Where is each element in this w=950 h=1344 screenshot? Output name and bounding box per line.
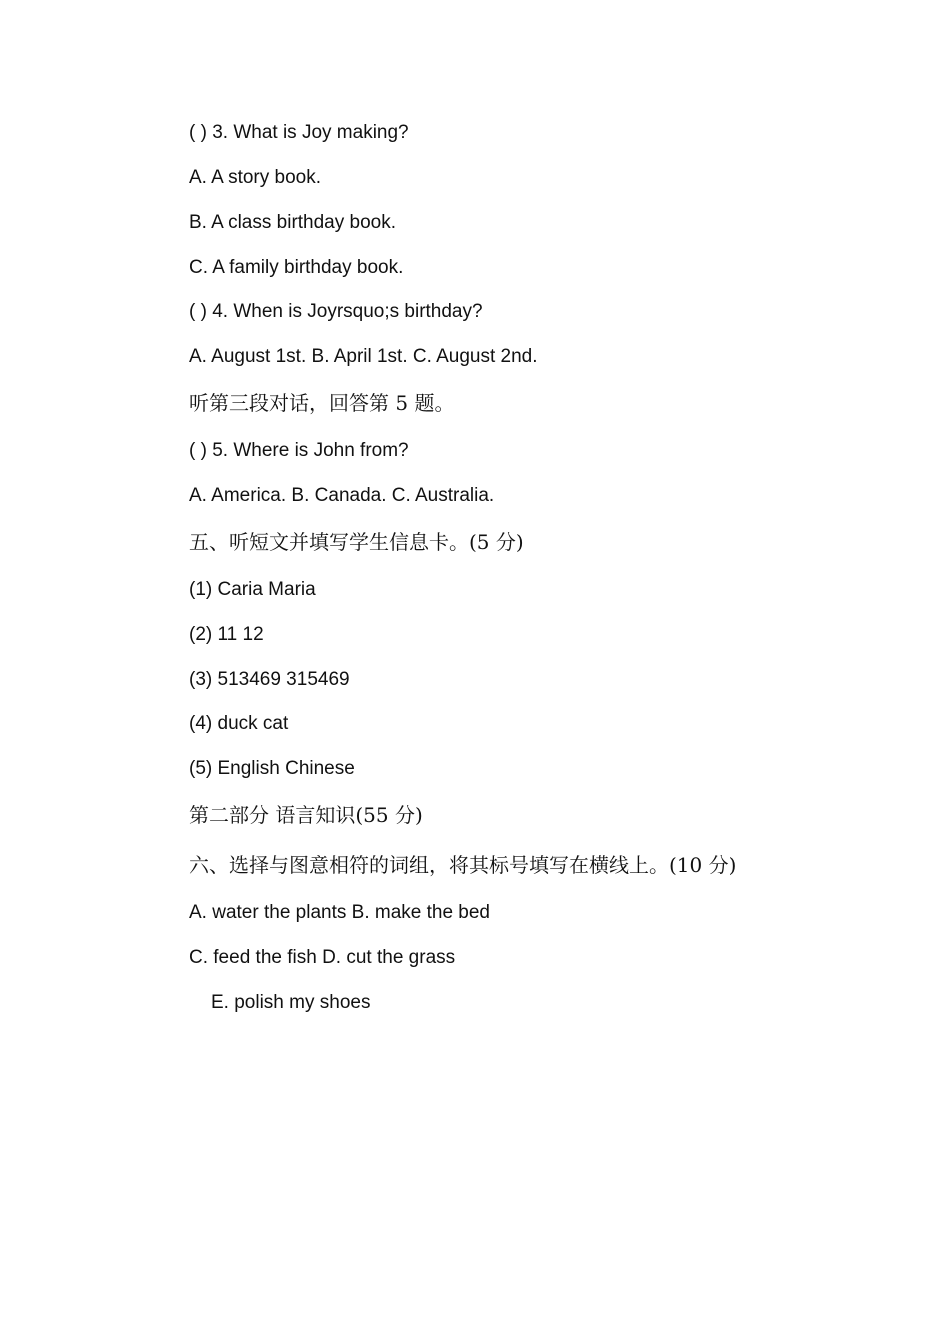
question-5: ( ) 5. Where is John from? (189, 440, 409, 461)
question-3-option-a: A. A story book. (189, 167, 322, 188)
part-2-heading: 第二部分 语言知识(55 分) (189, 803, 423, 827)
question-4-options: A. August 1st. B. April 1st. C. August 2nd. (189, 346, 538, 367)
section-5-heading: 五、听短文并填写学生信息卡。(5 分) (189, 530, 524, 554)
question-3-option-b: B. A class birthday book. (189, 212, 397, 233)
dialogue-3-instruction: 听第三段对话，回答第 5 题。 (189, 391, 455, 415)
info-card-item-2: (2) 11 12 (189, 624, 264, 645)
question-4: ( ) 4. When is Joyrsquo;s birthday? (189, 301, 483, 322)
section-6-heading: 六、选择与图意相符的词组，将其标号填写在横线上。(10 分) (189, 853, 737, 877)
phrase-options-c-d: C. feed the fish D. cut the grass (189, 947, 456, 968)
question-5-options: A. America. B. Canada. C. Australia. (189, 485, 495, 506)
question-3-option-c: C. A family birthday book. (189, 257, 404, 278)
info-card-item-1: (1) Caria Maria (189, 579, 316, 600)
info-card-item-3: (3) 513469 315469 (189, 669, 350, 690)
phrase-option-e: E. polish my shoes (211, 992, 371, 1013)
question-3: ( ) 3. What is Joy making? (189, 122, 409, 143)
info-card-item-4: (4) duck cat (189, 713, 289, 734)
phrase-options-a-b: A. water the plants B. make the bed (189, 902, 491, 923)
info-card-item-5: (5) English Chinese (189, 758, 355, 779)
